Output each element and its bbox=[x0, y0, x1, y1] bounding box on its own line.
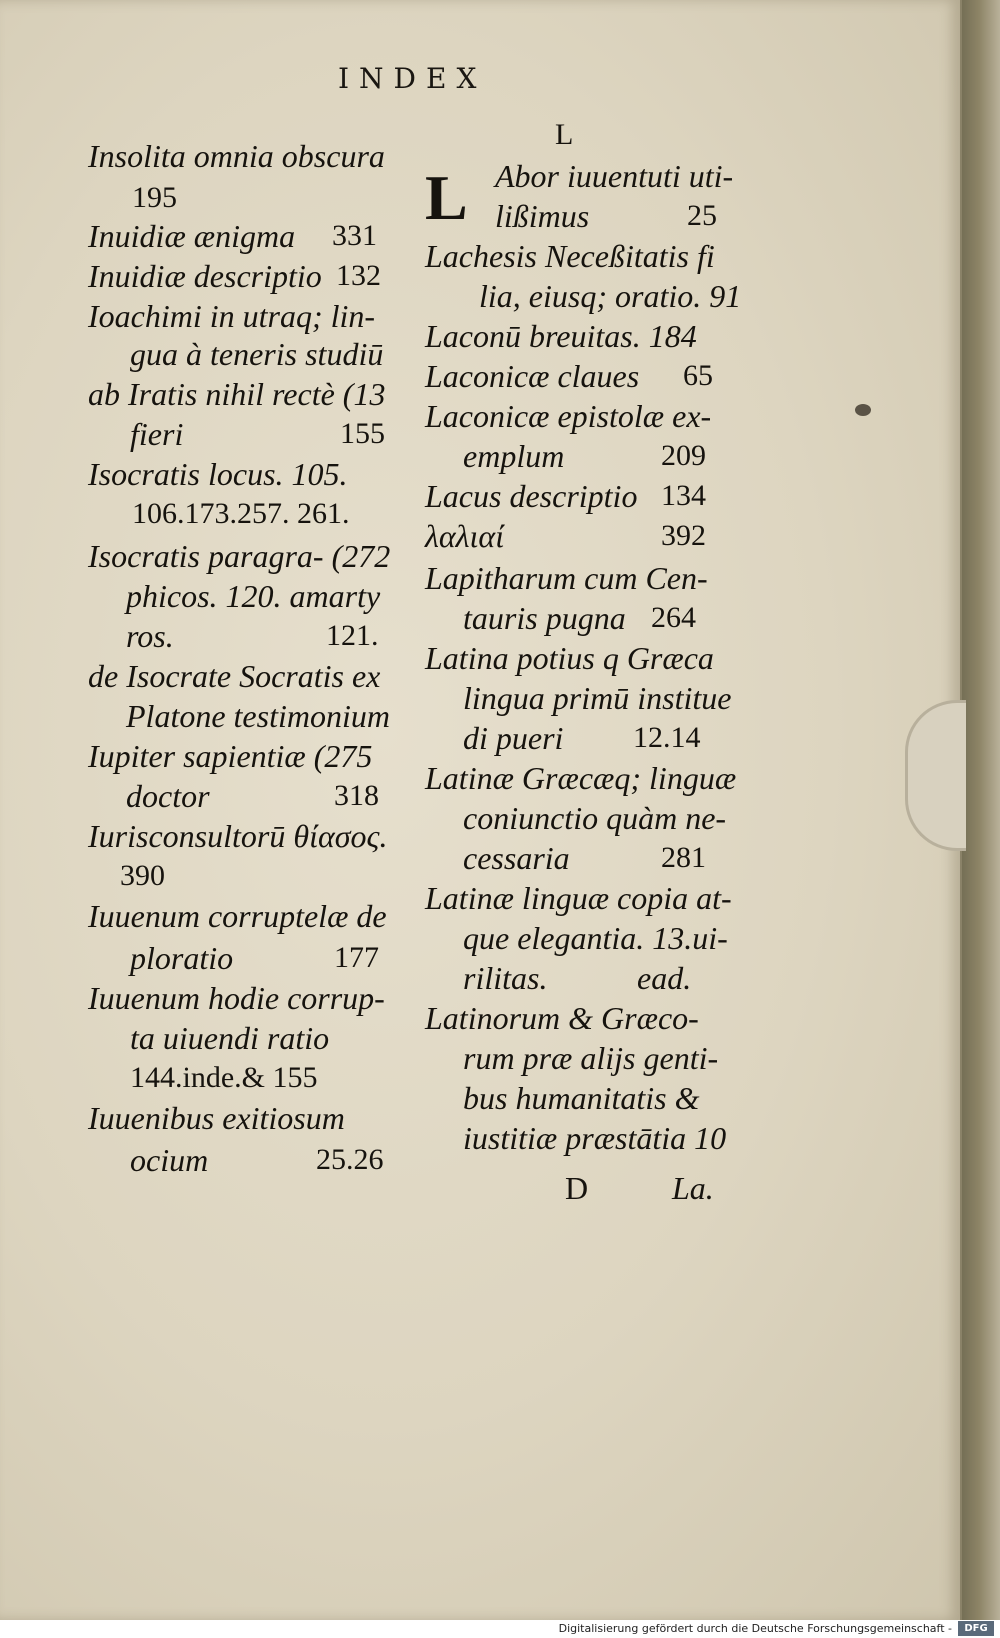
index-entry-line: que elegantia. 13.ui- bbox=[463, 920, 728, 956]
index-entry-line: Laconicæ claues bbox=[425, 358, 640, 394]
index-page-ref: 121. bbox=[326, 619, 379, 652]
index-entry-line: ead. bbox=[637, 960, 692, 996]
index-entry-line: cessaria bbox=[463, 840, 570, 876]
index-page-ref: 12.14 bbox=[633, 721, 701, 754]
index-entry-line: fieri bbox=[130, 416, 184, 452]
index-entry-line: Laconū breuitas. 184 bbox=[425, 318, 697, 354]
index-entry-line: emplum bbox=[463, 438, 565, 474]
index-entry-line: Inuidiæ descriptio bbox=[88, 258, 322, 294]
index-entry-line: λαλιαί bbox=[425, 518, 505, 554]
index-entry-line: rilitas. bbox=[463, 960, 548, 996]
index-entry-line: Lachesis Neceßitatis fi bbox=[425, 238, 715, 274]
index-entry-line: lißimus bbox=[495, 198, 590, 234]
index-page-ref: 209 bbox=[661, 439, 706, 472]
index-entry-line: Platone testimonium bbox=[126, 698, 390, 734]
index-entry-line: Latinæ linguæ copia at- bbox=[425, 880, 732, 916]
index-entry-line: Iuuenum hodie corrup- bbox=[88, 980, 385, 1016]
index-entry-line: Iupiter sapientiæ (275 bbox=[88, 738, 373, 774]
index-entry-line: Latinorum & Græco- bbox=[425, 1000, 699, 1036]
index-entry-line: coniunctio quàm ne- bbox=[463, 800, 727, 836]
index-entry-line: de Isocrate Socratis ex bbox=[88, 658, 381, 694]
index-page-ref: 155 bbox=[340, 417, 385, 450]
index-entry-line: Latinæ Græcæq; linguæ bbox=[425, 760, 737, 796]
index-page-ref: 134 bbox=[661, 479, 706, 512]
index-entry-line: lia, eiusq; oratio. 91 bbox=[479, 278, 742, 314]
index-entry-line: lingua primū institue bbox=[463, 680, 732, 716]
index-entry-line: ros. bbox=[126, 618, 174, 654]
index-entry-line: ta uiuendi ratio bbox=[130, 1020, 330, 1056]
index-page-ref: 106.173.257. 261. bbox=[132, 497, 350, 530]
index-page-ref: 318 bbox=[334, 779, 379, 812]
index-page-ref: 331 bbox=[332, 219, 377, 252]
index-page-ref: 65 bbox=[683, 359, 713, 392]
catchword: La. bbox=[672, 1170, 714, 1206]
index-page-ref: 264 bbox=[651, 601, 696, 634]
index-page-ref: 177 bbox=[334, 941, 379, 974]
index-entry-line: Latina potius q Græca bbox=[425, 640, 714, 676]
footer-credit: Digitalisierung gefördert durch die Deutsche Forschungsgemeinschaft - bbox=[558, 1622, 952, 1635]
index-entry-line: iustitiæ præstātia 10 bbox=[463, 1120, 727, 1156]
index-entry-line: Lapitharum cum Cen- bbox=[425, 560, 708, 596]
drop-capital: L bbox=[425, 162, 468, 233]
index-entry-line: Isocratis locus. 105. bbox=[88, 456, 348, 492]
index-entry-line: Lacus descriptio bbox=[425, 478, 638, 514]
index-entry-line: Iurisconsultorū θίασος. bbox=[88, 818, 388, 854]
signature-mark: D bbox=[565, 1170, 589, 1206]
index-entry-line: bus humanitatis & bbox=[463, 1080, 700, 1116]
page-header: INDEX bbox=[338, 62, 487, 95]
ink-spot bbox=[855, 404, 871, 416]
index-entry-line: ploratio bbox=[130, 940, 234, 976]
section-letter: L bbox=[555, 118, 574, 151]
index-entry-line: Abor iuuentuti uti- bbox=[495, 158, 734, 194]
index-page-ref: 390 bbox=[120, 859, 165, 892]
index-entry-line: di pueri bbox=[463, 720, 564, 756]
index-entry-line: Iuuenibus exitiosum bbox=[88, 1100, 345, 1136]
index-entry-line: ab Iratis nihil rectè (13 bbox=[88, 376, 386, 412]
index-entry-line: ocium bbox=[130, 1142, 209, 1178]
index-page-ref: 25 bbox=[687, 199, 717, 232]
index-entry-line: tauris pugna bbox=[463, 600, 626, 636]
index-page-ref: 132 bbox=[336, 259, 381, 292]
index-entry-line: Inuidiæ ænigma bbox=[88, 218, 296, 254]
index-entry-line: Insolita omnia obscura bbox=[88, 138, 385, 174]
index-entry-line: rum præ alijs genti- bbox=[463, 1040, 719, 1076]
index-entry-line: Iuuenum corruptelæ de bbox=[88, 898, 387, 934]
index-entry-line: doctor bbox=[126, 778, 210, 814]
clip-tab bbox=[905, 700, 966, 851]
index-page-ref: 195 bbox=[132, 181, 177, 214]
index-entry-line: Laconicæ epistolæ ex- bbox=[425, 398, 712, 434]
index-entry-line: phicos. 120. amarty bbox=[126, 578, 381, 614]
dfg-logo: DFG bbox=[958, 1621, 994, 1636]
index-page-ref: 25.26 bbox=[316, 1143, 384, 1176]
index-page-ref: 281 bbox=[661, 841, 706, 874]
index-entry-line: Ioachimi in utraq; lin- bbox=[88, 298, 376, 334]
index-entry-line: gua à teneris studiū bbox=[130, 336, 384, 372]
index-page-ref: 144.inde.& 155 bbox=[130, 1061, 318, 1094]
index-page-ref: 392 bbox=[661, 519, 706, 552]
index-entry-line: Isocratis paragra- (272 bbox=[88, 538, 391, 574]
